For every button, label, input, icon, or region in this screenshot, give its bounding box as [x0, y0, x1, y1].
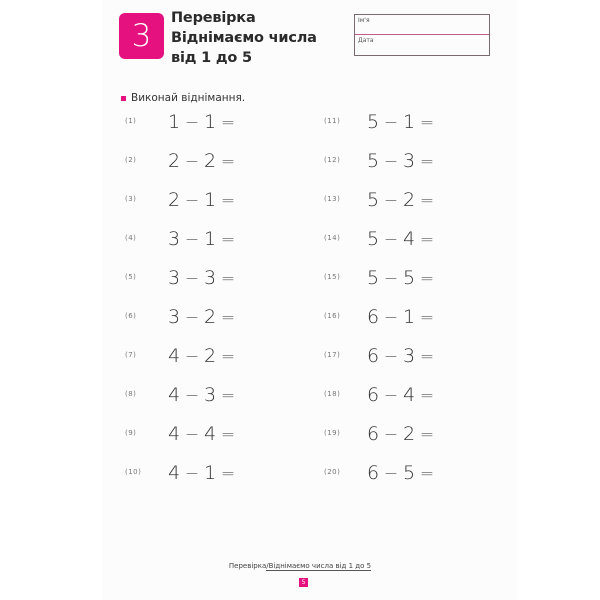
problem-number: (9) [125, 429, 137, 437]
subtrahend: 3 [402, 150, 416, 172]
problem-number: (7) [125, 351, 137, 359]
problem-number: (10) [125, 468, 142, 476]
lesson-number: 3 [131, 17, 152, 54]
equals-sign: = [419, 386, 435, 406]
equals-sign: = [220, 191, 236, 211]
equals-sign: = [220, 269, 236, 289]
minus-sign: − [383, 308, 399, 328]
subtrahend: 4 [402, 384, 416, 406]
minuend: 2 [167, 189, 181, 211]
title-line-3: від 1 до 5 [171, 50, 252, 66]
minus-sign: − [184, 425, 200, 445]
minuend: 3 [167, 228, 181, 250]
problem-number: (15) [324, 273, 341, 281]
square-bullet-icon [121, 96, 126, 101]
worksheet-page [102, 0, 517, 600]
subtrahend: 3 [203, 384, 217, 406]
problem-number: (5) [125, 273, 137, 281]
equals-sign: = [220, 113, 236, 133]
name-field[interactable] [355, 15, 489, 35]
problem-expression [366, 422, 438, 447]
equals-sign: = [220, 152, 236, 172]
problem-number: (12) [324, 156, 341, 164]
problem-expression [167, 305, 239, 330]
minuend: 6 [366, 423, 380, 445]
equals-sign: = [220, 230, 236, 250]
minuend: 6 [366, 384, 380, 406]
minus-sign: − [383, 191, 399, 211]
date-label: Дата [358, 37, 374, 44]
subtrahend: 1 [203, 228, 217, 250]
minuend: 4 [167, 462, 181, 484]
minus-sign: − [383, 386, 399, 406]
equals-sign: = [220, 464, 236, 484]
subtrahend: 3 [402, 345, 416, 367]
minuend: 5 [366, 150, 380, 172]
equals-sign: = [220, 308, 236, 328]
minus-sign: − [184, 386, 200, 406]
page-footer [0, 562, 600, 570]
problem-number: (6) [125, 312, 137, 320]
problem-number: (1) [125, 117, 137, 125]
minuend: 3 [167, 306, 181, 328]
minuend: 5 [366, 267, 380, 289]
instruction-text: Виконай віднімання. [131, 92, 246, 104]
problem-expression [167, 227, 239, 252]
problem-expression [167, 149, 239, 174]
problem-expression [366, 110, 438, 135]
minuend: 5 [366, 111, 380, 133]
problem-expression [366, 266, 438, 291]
problem-number: (13) [324, 195, 341, 203]
minuend: 6 [366, 462, 380, 484]
problem-number: (18) [324, 390, 341, 398]
subtrahend: 1 [402, 306, 416, 328]
instruction [121, 92, 245, 104]
problem-number: (17) [324, 351, 341, 359]
minuend: 6 [366, 345, 380, 367]
name-label: Ім'я [358, 17, 370, 24]
minus-sign: − [383, 230, 399, 250]
title-line-1: Перевірка [171, 10, 256, 26]
problem-expression [167, 266, 239, 291]
equals-sign: = [419, 113, 435, 133]
minus-sign: − [383, 113, 399, 133]
minuend: 5 [366, 228, 380, 250]
problem-number: (14) [324, 234, 341, 242]
minuend: 2 [167, 150, 181, 172]
problem-expression [366, 188, 438, 213]
problem-expression [167, 344, 239, 369]
subtrahend: 5 [402, 462, 416, 484]
problem-expression [366, 383, 438, 408]
problem-expression [366, 305, 438, 330]
minus-sign: − [184, 347, 200, 367]
minus-sign: − [184, 152, 200, 172]
subtrahend: 1 [203, 462, 217, 484]
equals-sign: = [220, 425, 236, 445]
equals-sign: = [419, 152, 435, 172]
minuend: 4 [167, 384, 181, 406]
equals-sign: = [419, 269, 435, 289]
minuend: 6 [366, 306, 380, 328]
problem-expression [167, 188, 239, 213]
equals-sign: = [419, 425, 435, 445]
problem-number: (19) [324, 429, 341, 437]
name-date-box [354, 14, 490, 56]
problem-expression [167, 383, 239, 408]
equals-sign: = [419, 230, 435, 250]
problem-number: (20) [324, 468, 341, 476]
minus-sign: − [184, 230, 200, 250]
problem-number: (16) [324, 312, 341, 320]
minus-sign: − [184, 269, 200, 289]
subtrahend: 2 [203, 345, 217, 367]
page-title [171, 8, 317, 68]
minuend: 3 [167, 267, 181, 289]
problem-expression [366, 344, 438, 369]
minus-sign: − [383, 152, 399, 172]
minuend: 4 [167, 423, 181, 445]
minus-sign: − [383, 425, 399, 445]
minus-sign: − [184, 191, 200, 211]
footer-section: Перевірка [228, 562, 267, 570]
equals-sign: = [220, 386, 236, 406]
minus-sign: − [184, 308, 200, 328]
problem-expression [167, 461, 239, 486]
subtrahend: 4 [203, 423, 217, 445]
subtrahend: 1 [203, 111, 217, 133]
problem-expression [167, 110, 239, 135]
minuend: 5 [366, 189, 380, 211]
problem-number: (4) [125, 234, 137, 242]
subtrahend: 2 [203, 306, 217, 328]
problem-number: (2) [125, 156, 137, 164]
subtrahend: 3 [203, 267, 217, 289]
minus-sign: − [184, 464, 200, 484]
footer-topic: /Віднімаємо числа від 1 до 5 [266, 562, 372, 570]
subtrahend: 1 [203, 189, 217, 211]
problem-number: (11) [324, 117, 341, 125]
subtrahend: 5 [402, 267, 416, 289]
subtrahend: 2 [203, 150, 217, 172]
equals-sign: = [419, 464, 435, 484]
subtrahend: 2 [402, 423, 416, 445]
problem-number: (3) [125, 195, 137, 203]
problem-number: (8) [125, 390, 137, 398]
subtrahend: 2 [402, 189, 416, 211]
minus-sign: − [383, 464, 399, 484]
minus-sign: − [383, 347, 399, 367]
equals-sign: = [220, 347, 236, 367]
problem-expression [366, 227, 438, 252]
problem-expression [167, 422, 239, 447]
problem-expression [366, 149, 438, 174]
minuend: 1 [167, 111, 181, 133]
minuend: 4 [167, 345, 181, 367]
date-field[interactable] [355, 35, 489, 55]
subtrahend: 4 [402, 228, 416, 250]
page-number: 5 [299, 578, 308, 587]
lesson-number-badge [119, 13, 164, 59]
minus-sign: − [383, 269, 399, 289]
title-line-2: Віднімаємо числа [171, 30, 317, 46]
subtrahend: 1 [402, 111, 416, 133]
problem-expression [366, 461, 438, 486]
equals-sign: = [419, 347, 435, 367]
equals-sign: = [419, 308, 435, 328]
equals-sign: = [419, 191, 435, 211]
minus-sign: − [184, 113, 200, 133]
